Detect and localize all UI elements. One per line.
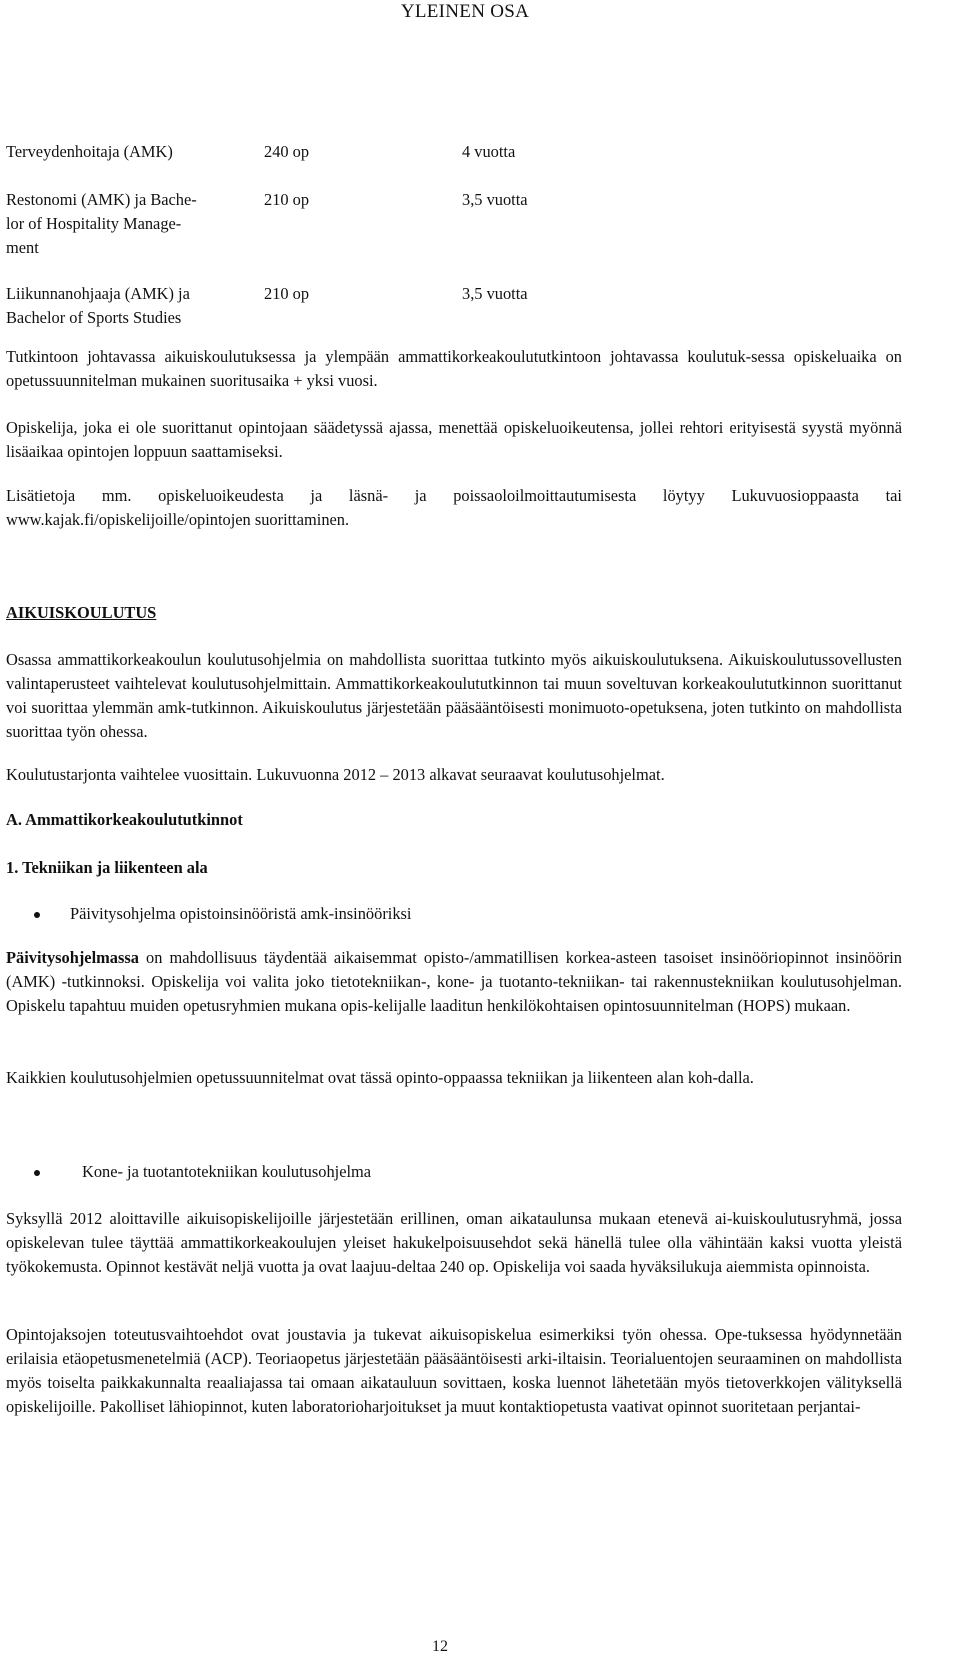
program-credits: 210 op	[264, 190, 310, 209]
page-header: YLEINEN OSA	[400, 1, 530, 22]
paragraph-update-program: Päivitysohjelmassa on mahdollisuus täydentää aikaisemmat opisto-/ammatillisen korkea-asteen tasoiset insinööriopinnot insinöörin (AMK) -tutkinnoksi. Opiskelija voi valita joko tietotekniikan-, kone- ja tuotanto-tekniikan- tai rakennustekniikan koulutusohjelman. Opiskelu tapahtuu muiden opetusryhmien mukana opis-kelijalle laaditun henkilökohtaisen opintosuunnitelman (HOPS) mukaan.	[6, 948, 902, 1015]
section-title: AIKUISKOULUTUS	[6, 603, 157, 622]
heading-degrees: A. Ammattikorkeakoulututkinnot	[6, 810, 243, 829]
paragraph-offering: Koulutustarjonta vaihtelee vuosittain. Lukuvuonna 2012 – 2013 alkavat seuraavat koulutusohjelmat.	[6, 765, 665, 784]
program-duration: 4 vuotta	[462, 142, 516, 161]
paragraph-curricula: Kaikkien koulutusohjelmien opetussuunnitelmat ovat tässä opinto-oppaassa tekniikan ja liikenteen alan koh-dalla.	[6, 1068, 754, 1087]
bold-term: Päivitysohjelmassa	[6, 948, 139, 967]
program-row	[6, 188, 906, 282]
bullet-icon	[34, 1170, 40, 1176]
program-credits: 240 op	[264, 142, 310, 161]
program-name: Restonomi (AMK) ja Bache-	[6, 190, 197, 209]
program-name: ment	[6, 238, 39, 257]
page-number: 12	[432, 1638, 448, 1655]
bullet-text: Kone- ja tuotantotekniikan koulutusohjelma	[82, 1162, 372, 1181]
program-name: Terveydenhoitaja (AMK)	[6, 142, 173, 161]
paragraph-extension: Opiskelija, joka ei ole suorittanut opintojaan säädetyssä ajassa, menettää opiskeluoikeutensa, jollei rehtori erityisestä syystä myönnä lisäaikaa opintojen loppuun saattamiseksi.	[6, 418, 902, 461]
programs-table	[6, 140, 906, 330]
heading-technology: 1. Tekniikan ja liikenteen ala	[6, 858, 208, 877]
paragraph-study-time: Tutkintoon johtavassa aikuiskoulutuksessa ja ylempään ammattikorkeakoulututkintoon johtavassa koulutuk-sessa opiskeluaika on opetussuunnitelman mukainen suoritusaika + yksi vuosi.	[6, 347, 902, 390]
program-name: lor of Hospitality Manage-	[6, 214, 182, 233]
bullet-text: Päivitysohjelma opistoinsinööristä amk-insinööriksi	[70, 904, 412, 923]
program-name: Bachelor of Sports Studies	[6, 308, 182, 327]
program-name: Liikunnanohjaaja (AMK) ja	[6, 284, 190, 303]
program-row	[6, 140, 906, 188]
paragraph-adult-education: Osassa ammattikorkeakoulun koulutusohjelmia on mahdollista suorittaa tutkinto myös aikuiskoulutuksena. Aikuiskoulutussovellusten valintaperusteet vaihtelevat koulutusohjelmittain. Ammattikorkeakoulututkinnon tai muun soveltuvan korkeakoulututkinnon suorittanut voi suorittaa ylemmän amk-tutkinnon. Aikuiskoulutus järjestetään pääsääntöisesti monimuoto-opetuksena, joten tutkinto on mahdollista suorittaa työn ohessa.	[6, 650, 902, 741]
program-duration: 3,5 vuotta	[462, 190, 528, 209]
paragraph-more-info: Lisätietoja mm. opiskeluoikeudesta ja läsnä- ja poissaoloilmoittautumisesta löytyy Lukuvuosioppaasta tai www.kajak.fi/opiskelijoille/opintojen suorittaminen.	[6, 486, 902, 529]
paragraph-implementation: Opintojaksojen toteutusvaihtoehdot ovat joustavia ja tukevat aikuisopiskelua esimerkiksi työn ohessa. Ope-tuksessa hyödynnetään erilaisia etäopetusmenetelmiä (ACP). Teoriaopetus järjestetään pääsääntöisesti arki-iltaisin. Teorialuentojen seuraaminen on mahdollista myös toiselta paikkakunnalta reaaliajassa tai omaan aikatauluun sovittaen, koska luennot lähetetään myös tietoverkkojen välityksellä opiskelijoille. Pakolliset lähiopinnot, kuten laboratorioharjoitukset ja muut kontaktiopetusta vaativat opinnot suoritetaan perjantai-	[6, 1325, 902, 1416]
paragraph-autumn-group: Syksyllä 2012 aloittaville aikuisopiskelijoille järjestetään erillinen, oman aikataulunsa mukaan etenevä ai-kuiskoulutusryhmä, jossa opiskelevan tulee täyttää ammattikorkeakoulujen yleiset hakukelpoisuusehdot sekä hänellä tulee olla vähintään kaksi vuotta yleistä työkokemusta. Opinnot kestävät neljä vuotta ja ovat laajuu-deltaa 240 op. Opiskelija voi saada hyväksilukuja aiemmista opinnoista.	[6, 1209, 902, 1276]
program-duration: 3,5 vuotta	[462, 284, 528, 303]
bullet-icon	[34, 912, 40, 918]
program-credits: 210 op	[264, 284, 310, 303]
program-row	[6, 282, 906, 330]
